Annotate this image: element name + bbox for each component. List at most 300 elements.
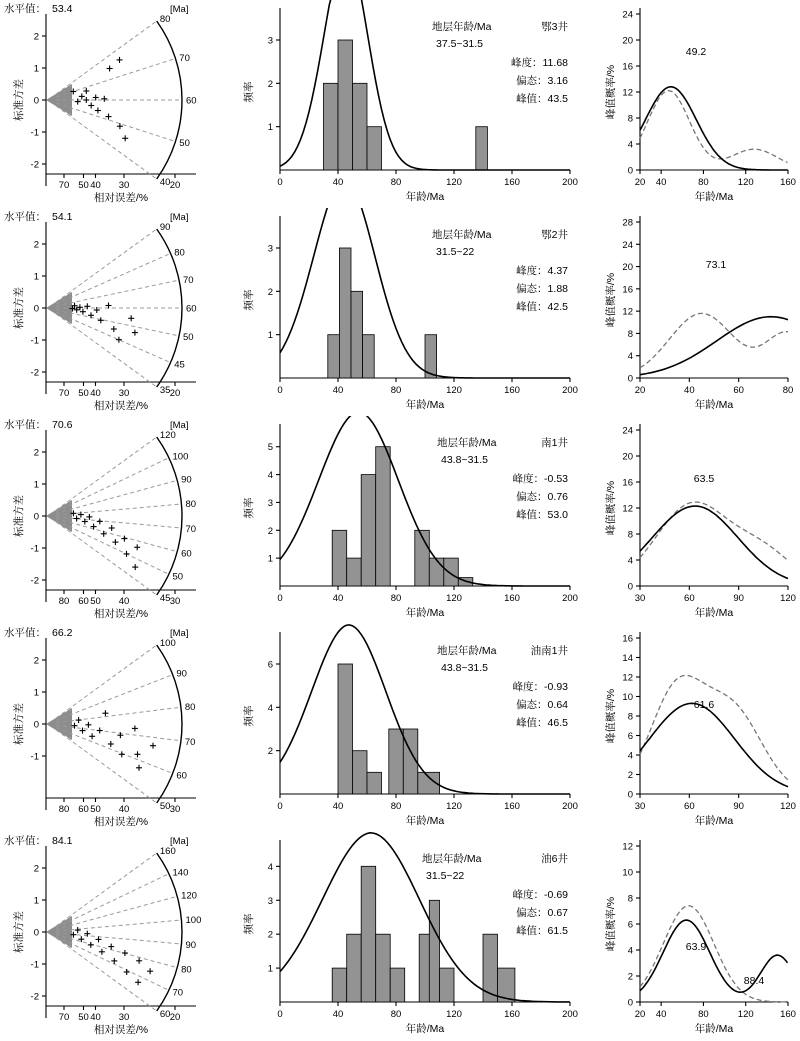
- x-tick-label: 40: [118, 596, 130, 607]
- probability-plot: [596, 208, 800, 416]
- stat-line: 峰值：61.5: [516, 925, 568, 937]
- stratum-age-header: 地层年龄/Ma: [422, 853, 482, 865]
- x-axis-label: 年龄/Ma: [694, 1023, 734, 1035]
- y-tick-label: 1: [267, 122, 273, 134]
- x-tick-label: 0: [277, 177, 283, 188]
- data-point-cross: [75, 927, 81, 933]
- y-tick-label: 1: [33, 895, 39, 907]
- y-tick-label: 20: [622, 262, 633, 274]
- histogram-panel: [232, 832, 582, 1040]
- data-point-cross: [97, 518, 103, 524]
- x-tick-label: 120: [446, 1009, 462, 1020]
- y-tick-label: 10: [622, 867, 633, 879]
- x-tick-label: 40: [118, 804, 130, 815]
- histogram-bar: [363, 335, 375, 378]
- y-tick-label: 2: [267, 286, 273, 298]
- x-tick-label: 200: [562, 801, 578, 812]
- y-tick-label: 0: [627, 581, 633, 593]
- histogram-bar: [338, 40, 353, 170]
- probability-plot: [596, 0, 800, 208]
- data-point-cross: [83, 88, 89, 94]
- x-tick-label: 80: [390, 801, 402, 812]
- panel-row: [0, 624, 800, 832]
- x-tick-label: 60: [78, 596, 89, 607]
- arc-tick-label: 50: [179, 138, 190, 150]
- age-range: 43.8~31.5: [441, 454, 489, 466]
- y-tick-label: 6: [627, 919, 633, 931]
- y-tick-label: 2: [33, 655, 39, 667]
- stat-line: 偏态：0.76: [516, 491, 568, 503]
- peak-label: 63.5: [693, 473, 715, 485]
- peak-label: 49.2: [685, 46, 707, 58]
- peak-label: 73.1: [705, 259, 727, 271]
- y-tick-label: 4: [267, 470, 273, 482]
- y-tick-label: 1: [267, 963, 273, 975]
- arc-tick-label: 90: [176, 668, 187, 680]
- arc-tick-label: 60: [186, 95, 197, 107]
- x-tick-label: 40: [332, 177, 344, 188]
- x-tick-label: 30: [118, 388, 130, 399]
- x-tick-label: 30: [169, 804, 181, 815]
- histogram-bar: [328, 335, 340, 378]
- y-tick-label: 14: [622, 653, 633, 664]
- probability-plot: [596, 416, 800, 624]
- x-tick-label: 80: [390, 177, 402, 188]
- y-tick-label: 2: [267, 525, 273, 537]
- age-range: 43.8~31.5: [441, 662, 489, 674]
- x-axis-label: 年龄/Ma: [694, 399, 734, 411]
- data-point-cross: [101, 96, 107, 102]
- x-axis-label: 相对误差/%: [93, 192, 149, 204]
- y-tick-label: 3: [267, 35, 273, 47]
- y-tick-label: 0: [627, 789, 633, 801]
- x-tick-label: 20: [634, 385, 646, 396]
- histogram-bar: [361, 866, 376, 1002]
- x-tick-label: 80: [782, 385, 794, 396]
- data-point-cross: [88, 942, 94, 948]
- x-tick-label: 0: [277, 593, 283, 604]
- y-tick-label: 1: [267, 330, 273, 342]
- y-tick-label: -1: [30, 959, 39, 971]
- data-point-cross: [83, 97, 89, 103]
- arc-tick-label: 70: [185, 523, 197, 535]
- arc-tick-label: 140: [172, 867, 189, 879]
- data-point-cross: [121, 536, 127, 542]
- histogram-bar: [332, 968, 347, 1002]
- radial-plot: [0, 208, 232, 416]
- histogram-bar: [390, 968, 405, 1002]
- x-tick-label: 40: [655, 1009, 667, 1020]
- histogram-bar: [347, 934, 362, 1002]
- stat-line: 偏态：0.67: [516, 907, 568, 919]
- x-tick-label: 40: [332, 593, 344, 604]
- probability-curve-solid: [640, 920, 788, 992]
- histogram-bar: [429, 900, 439, 1002]
- y-tick-label: 12: [622, 503, 633, 515]
- y-tick-label: 4: [627, 555, 633, 567]
- y-tick-label: 16: [622, 477, 633, 489]
- y-tick-label: 3: [267, 497, 273, 509]
- radial-plot: [0, 416, 232, 624]
- histogram-plot: [232, 208, 582, 416]
- y-tick-label: 28: [622, 217, 633, 229]
- x-tick-label: 160: [504, 801, 520, 812]
- data-point-cross: [106, 114, 112, 120]
- radial-panel: [0, 624, 232, 832]
- arc-tick-label: 80: [159, 14, 171, 26]
- histogram-bar: [415, 530, 430, 586]
- arc-tick-label: 40: [159, 176, 171, 188]
- y-axis-label: 频率: [243, 913, 255, 935]
- y-tick-label: 2: [627, 770, 633, 781]
- histogram-bar: [376, 934, 391, 1002]
- y-axis-label: 峰值概率/%: [605, 64, 617, 120]
- data-point-cross: [72, 723, 78, 729]
- y-tick-label: 2: [627, 971, 633, 983]
- x-tick-label: 50: [78, 180, 89, 191]
- y-axis-label: 标准方差: [13, 495, 25, 537]
- x-tick-label: 0: [277, 385, 283, 396]
- y-tick-label: 0: [33, 303, 39, 315]
- histogram-panel: [232, 0, 582, 208]
- y-tick-label: 4: [267, 702, 273, 714]
- x-tick-label: 0: [277, 801, 283, 812]
- y-tick-label: 0: [627, 997, 633, 1009]
- x-axis-label: 相对误差/%: [93, 1024, 149, 1036]
- data-point-cross: [124, 969, 130, 975]
- stat-line: 峰度：11.68: [511, 57, 568, 69]
- data-point-cross: [111, 326, 117, 332]
- y-axis-label: 频率: [243, 497, 255, 519]
- x-axis-label: 年龄/Ma: [405, 191, 445, 203]
- y-tick-label: 1: [33, 63, 39, 75]
- y-tick-label: 0: [627, 165, 633, 177]
- stat-line: 峰值：46.5: [516, 717, 568, 729]
- x-tick-label: 160: [504, 177, 520, 188]
- probability-curve-dashed: [640, 313, 788, 367]
- x-tick-label: 80: [698, 1009, 709, 1020]
- age-range: 31.5~22: [426, 870, 465, 882]
- y-tick-label: 8: [627, 711, 633, 723]
- x-tick-label: 80: [58, 596, 70, 607]
- y-tick-label: 2: [267, 929, 273, 941]
- y-tick-label: 3: [267, 895, 273, 907]
- data-point-cross: [128, 315, 134, 321]
- histogram-panel: [232, 208, 582, 416]
- y-tick-label: 16: [622, 61, 633, 73]
- x-tick-label: 90: [733, 593, 744, 604]
- y-axis-label: 频率: [243, 705, 255, 727]
- arc-tick-label: 60: [159, 1008, 171, 1020]
- arc-tick-label: 120: [181, 890, 197, 902]
- stratum-age-header: 地层年龄/Ma: [432, 229, 492, 241]
- y-tick-label: 4: [627, 945, 633, 957]
- x-tick-label: 0: [277, 1009, 283, 1020]
- y-tick-label: 2: [33, 31, 39, 43]
- peak-label: 61.6: [693, 699, 715, 711]
- arc-tick-label: 90: [159, 222, 171, 234]
- peak-label-secondary: 88.4: [743, 975, 765, 987]
- x-tick-label: 30: [169, 596, 181, 607]
- horizontal-value-label: 水平值：: [4, 211, 46, 223]
- arc-tick-label: 50: [172, 571, 184, 583]
- histogram-bar: [324, 83, 339, 170]
- radial-plot: [0, 0, 232, 208]
- data-point-cross: [116, 337, 122, 343]
- x-tick-label: 30: [634, 593, 646, 604]
- y-axis-label: 峰值概率/%: [605, 272, 617, 328]
- x-tick-label: 20: [634, 1009, 646, 1020]
- stratum-age-header: 地层年龄/Ma: [432, 21, 492, 33]
- y-tick-label: 4: [627, 351, 633, 363]
- data-point-cross: [112, 539, 118, 545]
- stat-line: 偏态：0.64: [516, 699, 568, 711]
- x-tick-label: 50: [78, 1012, 89, 1023]
- data-point-cross: [102, 710, 108, 716]
- y-tick-label: 20: [622, 451, 633, 463]
- unit-label: [Ma]: [170, 420, 189, 431]
- data-point-cross: [117, 123, 123, 129]
- arc-tick-label: 60: [181, 548, 192, 560]
- arc-tick-label: 100: [159, 638, 176, 650]
- probability-panel: [596, 624, 800, 832]
- x-tick-label: 40: [90, 388, 101, 399]
- data-point-cross: [86, 514, 92, 520]
- x-tick-label: 200: [562, 1009, 578, 1020]
- x-tick-label: 90: [733, 801, 744, 812]
- data-point-cross: [134, 544, 140, 550]
- x-tick-label: 60: [733, 385, 744, 396]
- arc-tick-label: 100: [172, 451, 189, 463]
- y-tick-label: 2: [33, 863, 39, 875]
- unit-label: [Ma]: [170, 836, 189, 847]
- probability-curve-solid: [640, 703, 788, 786]
- arc-tick-label: 160: [159, 846, 176, 858]
- y-tick-label: 2: [33, 239, 39, 251]
- x-tick-label: 200: [562, 177, 578, 188]
- y-tick-label: 5: [267, 442, 273, 454]
- y-axis-label: 标准方差: [13, 911, 25, 953]
- x-tick-label: 60: [78, 804, 89, 815]
- horizontal-value-label: 水平值：: [4, 419, 46, 431]
- y-tick-label: 16: [622, 633, 633, 645]
- probability-curve-solid: [640, 317, 788, 375]
- y-tick-label: -2: [30, 367, 39, 379]
- x-tick-label: 40: [332, 385, 344, 396]
- arc-tick-label: 45: [174, 359, 185, 371]
- y-tick-label: 8: [627, 893, 633, 905]
- stat-line: 峰度：-0.69: [512, 889, 568, 901]
- x-tick-label: 120: [780, 801, 796, 812]
- y-tick-label: 0: [33, 511, 39, 523]
- histogram-bar: [389, 729, 404, 794]
- histogram-panel: [232, 416, 582, 624]
- data-point-cross: [99, 949, 105, 955]
- data-point-cross: [107, 66, 113, 72]
- x-tick-label: 40: [90, 1012, 101, 1023]
- arc-tick-label: 70: [179, 52, 190, 64]
- well-name: 南1井: [541, 437, 568, 449]
- y-tick-label: 20: [622, 35, 633, 47]
- histogram-bar: [347, 558, 362, 586]
- x-tick-label: 20: [169, 388, 181, 399]
- y-tick-label: 12: [622, 306, 633, 318]
- unit-label: [Ma]: [170, 628, 189, 639]
- y-tick-label: 2: [33, 447, 39, 459]
- histogram-bar: [351, 291, 363, 378]
- stat-line: 峰度：-0.53: [512, 473, 568, 485]
- well-name: 鄂3井: [541, 21, 568, 33]
- y-tick-label: 0: [33, 95, 39, 107]
- data-point-cross: [136, 765, 142, 771]
- data-point-cross: [150, 743, 156, 749]
- arc-tick-label: 90: [185, 939, 197, 951]
- probability-plot: [596, 624, 800, 832]
- x-tick-label: 80: [58, 804, 70, 815]
- x-tick-label: 160: [504, 593, 520, 604]
- arc-tick-label: 120: [159, 430, 176, 442]
- y-tick-label: 10: [622, 692, 633, 703]
- histogram-bar: [429, 558, 444, 586]
- data-point-cross: [124, 551, 130, 557]
- histogram-plot: [232, 0, 582, 208]
- data-point-cross: [76, 717, 82, 723]
- y-axis-label: 峰值概率/%: [605, 480, 617, 536]
- histogram-bar: [338, 664, 353, 794]
- arc-tick-label: 35: [159, 384, 171, 396]
- x-axis-label: 年龄/Ma: [405, 399, 445, 411]
- panel-row: [0, 416, 800, 624]
- probability-curve-dashed: [640, 675, 788, 780]
- x-tick-label: 80: [698, 177, 709, 188]
- y-axis-label: 标准方差: [13, 703, 25, 745]
- panel-row: [0, 0, 800, 208]
- data-point-cross: [108, 741, 114, 747]
- probability-panel: [596, 832, 800, 1040]
- y-tick-label: 4: [627, 139, 633, 151]
- arc-tick-label: 60: [186, 303, 197, 315]
- histogram-plot: [232, 832, 582, 1040]
- x-tick-label: 50: [90, 804, 101, 815]
- x-tick-label: 50: [78, 388, 89, 399]
- y-axis-label: 峰值概率/%: [605, 688, 617, 744]
- y-tick-label: 12: [622, 672, 633, 684]
- y-tick-label: 0: [33, 927, 39, 939]
- x-axis-label: 相对误差/%: [93, 608, 149, 620]
- data-point-cross: [97, 728, 103, 734]
- y-tick-label: 24: [622, 239, 633, 251]
- arc-tick-label: 50: [159, 800, 171, 812]
- data-point-cross: [109, 525, 115, 531]
- stat-line: 峰值：53.0: [516, 509, 568, 521]
- y-tick-label: 6: [627, 731, 633, 742]
- y-tick-label: 12: [622, 87, 633, 99]
- radial-panel: [0, 208, 232, 416]
- y-axis-label: 频率: [243, 81, 255, 103]
- histogram-bar: [367, 127, 382, 170]
- arc-tick-label: 100: [185, 915, 202, 927]
- stat-line: 峰度：-0.93: [512, 681, 568, 693]
- y-tick-label: 3: [267, 243, 273, 255]
- x-tick-label: 80: [390, 385, 402, 396]
- data-point-cross: [88, 103, 94, 109]
- x-tick-label: 80: [390, 1009, 402, 1020]
- arc-tick-label: 50: [183, 332, 194, 344]
- x-tick-label: 120: [446, 177, 462, 188]
- x-tick-label: 160: [780, 1009, 796, 1020]
- y-tick-label: 1: [33, 271, 39, 283]
- arc-tick-label: 70: [172, 987, 184, 999]
- x-tick-label: 50: [90, 596, 101, 607]
- horizontal-value: 70.6: [52, 419, 73, 431]
- data-point-cross: [119, 751, 125, 757]
- y-tick-label: 4: [627, 750, 633, 762]
- well-name: 油6井: [541, 853, 568, 865]
- histogram-plot: [232, 416, 582, 624]
- x-axis-label: 年龄/Ma: [694, 607, 734, 619]
- y-tick-label: -1: [30, 127, 39, 139]
- y-tick-label: 16: [622, 284, 633, 296]
- x-tick-label: 200: [562, 385, 578, 396]
- data-point-cross: [122, 135, 128, 141]
- radial-plot: [0, 832, 232, 1040]
- horizontal-value-label: 水平值：: [4, 835, 46, 847]
- well-name: 鄂2井: [541, 229, 568, 241]
- arc-tick-label: 70: [184, 736, 196, 748]
- unit-label: [Ma]: [170, 4, 189, 15]
- stat-line: 偏态：1.88: [516, 283, 568, 295]
- y-tick-label: 1: [33, 687, 39, 699]
- age-range: 37.5~31.5: [436, 38, 484, 50]
- horizontal-value: 53.4: [52, 3, 73, 15]
- data-point-cross: [74, 516, 80, 522]
- y-tick-label: -1: [30, 543, 39, 555]
- well-name: 油南1井: [530, 645, 568, 657]
- y-tick-label: -1: [30, 335, 39, 347]
- y-tick-label: 24: [622, 425, 633, 437]
- x-tick-label: 120: [737, 1009, 754, 1020]
- age-range: 31.5~22: [436, 246, 475, 258]
- x-tick-label: 20: [634, 177, 646, 188]
- y-tick-label: 24: [622, 9, 633, 21]
- x-tick-label: 160: [780, 177, 796, 188]
- y-tick-label: 0: [33, 719, 39, 731]
- stat-line: 峰值：42.5: [516, 301, 568, 313]
- data-point-cross: [136, 958, 142, 964]
- histogram-bar: [332, 530, 347, 586]
- arc-tick-label: 60: [176, 770, 187, 782]
- x-tick-label: 200: [562, 593, 578, 604]
- y-axis-label: 标准方差: [13, 287, 25, 329]
- data-point-cross: [132, 330, 138, 336]
- radial-panel: [0, 832, 232, 1040]
- data-point-cross: [79, 93, 85, 99]
- histogram-bar: [376, 447, 391, 586]
- y-tick-label: 8: [627, 113, 633, 125]
- radial-plot: [0, 624, 232, 832]
- x-tick-label: 120: [446, 801, 462, 812]
- x-tick-label: 120: [446, 385, 462, 396]
- y-tick-label: 1: [267, 553, 273, 565]
- horizontal-value: 66.2: [52, 627, 73, 639]
- horizontal-value-label: 水平值：: [4, 627, 46, 639]
- probability-panel: [596, 0, 800, 208]
- data-point-cross: [135, 979, 141, 985]
- data-point-cross: [95, 108, 101, 114]
- x-axis-label: 年龄/Ma: [405, 815, 445, 827]
- y-axis-label: 频率: [243, 289, 255, 311]
- y-tick-label: -2: [30, 575, 39, 587]
